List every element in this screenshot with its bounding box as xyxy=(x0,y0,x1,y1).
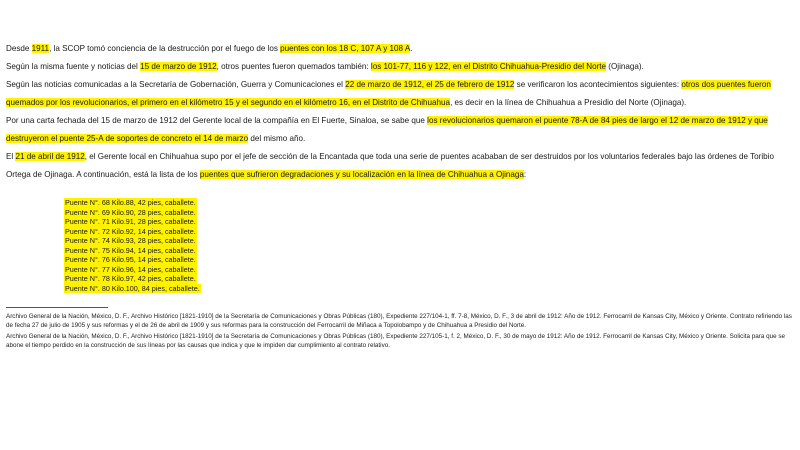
text-segment: se verificaron los acontecimientos siguientes: xyxy=(514,80,682,89)
highlighted-text: 1911 xyxy=(31,44,50,53)
highlighted-text: 15 de marzo de 1912 xyxy=(140,62,217,71)
paragraph xyxy=(6,58,792,76)
paragraph xyxy=(6,148,792,184)
bridge-list-item: Puente N°. 76 Kilo.95, 14 pies, caballete. xyxy=(65,255,196,264)
footnotes xyxy=(6,312,792,350)
text-segment: (Ojinaga). xyxy=(606,62,644,71)
text-segment: Según la misma fuente y noticias del xyxy=(6,62,141,71)
bridge-list-item: Puente N°. 78 Kilo.97, 42 pies, caballete. xyxy=(65,274,196,283)
text-segment: . xyxy=(410,44,413,53)
bridge-list-item: Puente N°. 74 Kilo.93, 28 pies, caballete. xyxy=(65,236,196,245)
bridge-list-item: Puente N°. 77 Kilo.96, 14 pies, caballete. xyxy=(65,264,196,274)
footnote: Archivo General de la Nación, México, D. F., Archivo Histórico [1821-1910] de la Secretaría de Comunicaciones y Obras Públicas (180), Expediente 227/105-1, f. 2, México, D. F., 30 de mayo de 1912: Año de 1912. Ferrocarril de Kansas City, México y Oriente. Solicita para que se abone el tiempo perdido en la construcción de sus líneas por las causas que indica y que le impiden dar cumplimiento al contrato relativo. xyxy=(6,333,785,350)
footnote-separator xyxy=(6,307,108,308)
bridge-list-item: Puente N°. 75 Kilo.94, 14 pies, caballete. xyxy=(65,245,196,255)
text-segment: , la SCOP tomó conciencia de la destrucción por el fuego de los xyxy=(49,44,281,53)
highlighted-text: puentes que sufrieron degradaciones y su localización en la línea de Chihuahua a Ojinaga xyxy=(199,170,524,179)
highlighted-text: 21 de abril de 1912 xyxy=(15,152,85,161)
highlighted-text: los revolucionarios quemaron el puente 78-A de 84 pies de largo el 12 de marzo de 1912 y que destruyeron el puente 25-A de soportes de concreto el 14 de marzo xyxy=(6,116,768,143)
text-segment: , el Gerente local en Chihuahua supo por el jefe de sección de la Encantada que toda una serie de puentes acababan de ser destruidos por los voluntarios federales bajo las órdenes de Toribio Ortega de Ojinaga. A continuación, está la lista de los xyxy=(6,152,774,179)
bridge-list-item: Puente N°. 71 Kilo.91, 28 pies, caballete. xyxy=(65,217,196,226)
text-segment: Según las noticias comunicadas a la Secretaría de Gobernación, Guerra y Comunicaciones el xyxy=(6,80,346,89)
footnote: Archivo General de la Nación, México, D. F., Archivo Histórico [1821-1910] de la Secretaría de Comunicaciones y Obras Públicas (180), Expediente 227/104-1, ff. 7-8, México, D. F., 3 de abril de 1912: Año de 1912. Ferrocarril de Kansas City, México y Oriente. Contrato refiriendo las de fecha 27 de julio de 1905 y sus reformas y el de 26 de abril de 1909 y sus reformas para la construcción del Ferrocarril de Miñaca a Topolobampo y de Chihuahua a Presidio del Norte. xyxy=(6,313,792,330)
highlighted-text: 22 de marzo de 1912, el 25 de febrero de 1912 xyxy=(345,80,515,89)
highlighted-text: los 101-77, 116 y 122, en el Distrito Chihuahua-Presidio del Norte xyxy=(370,62,607,71)
text-segment: Desde xyxy=(6,44,32,53)
text-segment: El xyxy=(6,152,16,161)
body-text xyxy=(6,40,792,184)
text-segment: : xyxy=(523,170,527,179)
bridge-list-item: Puente N°. 80 Kilo.100, 84 pies, caballete. xyxy=(65,283,200,293)
document-page xyxy=(6,40,792,352)
paragraph xyxy=(6,40,792,58)
paragraph xyxy=(6,76,792,112)
text-segment: , otros puentes fueron quemados también: xyxy=(216,62,371,71)
highlighted-text: puentes con los 18 C, 107 A y 108 A xyxy=(280,44,411,53)
bridge-list xyxy=(64,198,792,293)
text-segment: , es decir en la línea de Chihuahua a Presidio del Norte (Ojinaga). xyxy=(450,98,687,107)
highlighted-text: otros dos puentes fueron quemados por los revolucionarios, el primero en el kilómetro 15 y el segundo en el kilómetro 16, en el Distrito de Chihuahua xyxy=(6,80,771,107)
text-segment: Por una carta fechada del 15 de marzo de 1912 del Gerente local de la compañía en El Fuerte, Sinaloa, se sabe que xyxy=(6,116,428,125)
paragraph xyxy=(6,112,792,148)
bridge-list-item: Puente N°. 72 Kilo.92, 14 pies, caballete. xyxy=(65,226,196,236)
bridge-list-item: Puente N°. 68 Kilo.88, 42 pies, caballete. xyxy=(65,198,196,207)
text-segment: del mismo año. xyxy=(248,134,306,143)
bridge-list-item: Puente N°. 69 Kilo.90, 28 pies, caballete. xyxy=(65,207,196,217)
